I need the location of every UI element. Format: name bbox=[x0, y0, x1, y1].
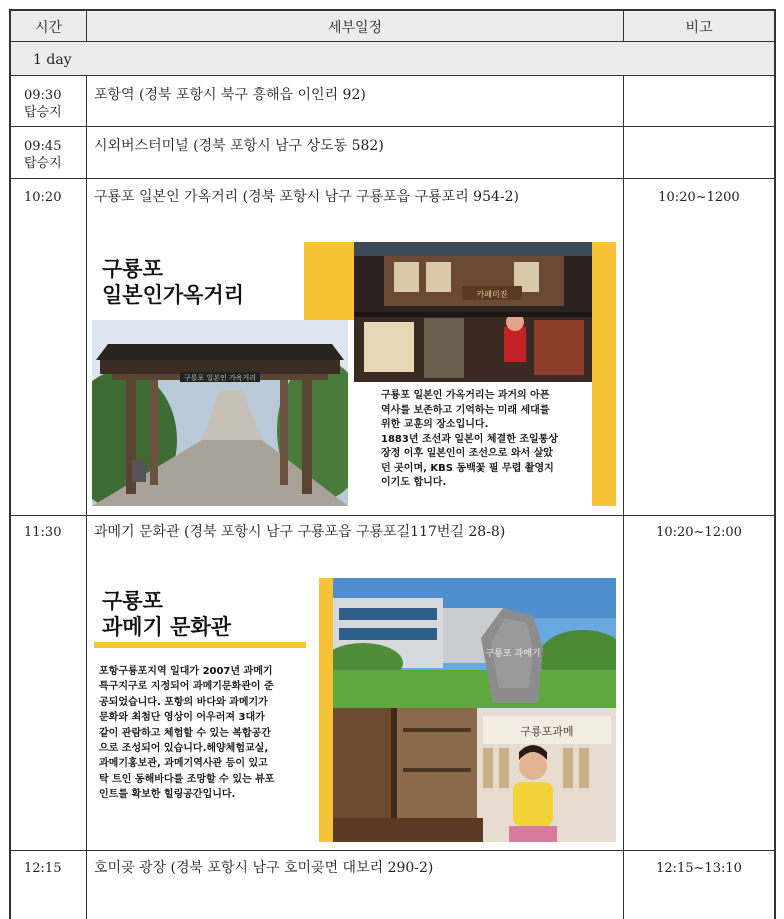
border-right bbox=[774, 9, 776, 919]
border-top bbox=[9, 9, 776, 11]
card-title: 구룡포 일본인가옥거리 bbox=[102, 257, 245, 307]
row-line bbox=[9, 178, 776, 179]
row-time: 10:20 bbox=[24, 190, 62, 205]
yellow-accent-bar bbox=[592, 242, 616, 506]
card-description: 구룡포 일본인 가옥거리는 과거의 아픈 역사를 보존하고 기억하는 미래 세대를 위한 교훈의 장소입니다. 1883년 조선과 일본이 체결한 조일통상 장정 이후 일본인이 조선으로 와서 살았 던 곳이며, KBS 동백꽃 필 무렵 촬영지 이기도 합니다. bbox=[381, 390, 558, 488]
row-note: 12:15~13:10 bbox=[656, 861, 742, 876]
museum-interior-photo bbox=[333, 708, 616, 842]
shop-sign-text: 카페미진 bbox=[476, 290, 508, 299]
row-line bbox=[9, 515, 776, 516]
row-line bbox=[9, 75, 776, 76]
row-detail: 과메기 문화관 (경북 포항시 남구 구룡포읍 구룡포길117번길 28-8) bbox=[94, 524, 506, 540]
time-value: 09:30 bbox=[24, 88, 62, 103]
col-divider-1b bbox=[86, 75, 87, 919]
header-time: 시간 bbox=[34, 20, 63, 36]
title-underline bbox=[94, 642, 306, 648]
card-description: 포항구룡포지역 일대가 2007년 과메기 특구지구로 지정되어 과메기문화관이 준 공되었습니다. 포항의 바다와 과메기가 문화와 최첨단 영상이 어우러져 3대가 같이 관람하고 체험할 수 있는 복합공간 으로 조성되어 있습니다.해양체험교실, 과메기홍보관, 과메기역사관 등이 있고 탁 트인 동해바다를 조망할 수 있는 뷰포 인트를 확보한 힐링공간입니다. bbox=[99, 666, 275, 801]
photo-card-japanese-houses bbox=[92, 242, 616, 506]
stone-text: 구룡포 과메기 bbox=[485, 649, 541, 659]
museum-building-photo bbox=[333, 578, 616, 708]
row-note: 10:20~1200 bbox=[658, 190, 740, 205]
row-time bbox=[24, 87, 62, 121]
row-time bbox=[24, 138, 62, 172]
row-time: 11:30 bbox=[24, 525, 62, 540]
row-detail: 구룡포 일본인 가옥거리 (경북 포항시 남구 구룡포읍 구룡포리 954-2) bbox=[94, 189, 519, 205]
header-note: 비고 bbox=[685, 20, 713, 36]
photo-card-gwamegi-museum bbox=[92, 576, 616, 842]
row-detail: 시외버스터미널 (경북 포항시 남구 상도동 582) bbox=[94, 138, 384, 154]
time-value: 09:45 bbox=[24, 139, 62, 154]
yellow-accent-bar bbox=[304, 242, 354, 320]
row-line bbox=[9, 850, 776, 851]
border-left bbox=[9, 9, 11, 919]
row-note: 10:20~12:00 bbox=[656, 525, 742, 540]
yellow-accent-bar bbox=[319, 578, 333, 842]
wall-sign-text: 구룡포과메 bbox=[520, 725, 574, 738]
header-detail: 세부일정 bbox=[327, 20, 383, 36]
row-line bbox=[9, 126, 776, 127]
row-detail: 호미곶 광장 (경북 포항시 남구 호미곶면 대보리 290-2) bbox=[94, 860, 434, 876]
row-detail: 포항역 (경북 포항시 북구 흥해읍 이인리 92) bbox=[94, 87, 366, 103]
time-place: 탑승지 bbox=[24, 156, 62, 171]
gate-sign-text: 구룡포 일본인 가옥거리 bbox=[183, 374, 257, 382]
time-place: 탑승지 bbox=[24, 105, 62, 120]
row-line bbox=[9, 41, 776, 42]
row-time: 12:15 bbox=[24, 861, 62, 876]
day-row bbox=[10, 42, 774, 75]
street-photo bbox=[354, 242, 592, 382]
gate-photo bbox=[92, 320, 348, 506]
card-title: 구룡포 과메기 문화관 bbox=[102, 589, 232, 639]
day-label: 1 day bbox=[33, 52, 72, 68]
